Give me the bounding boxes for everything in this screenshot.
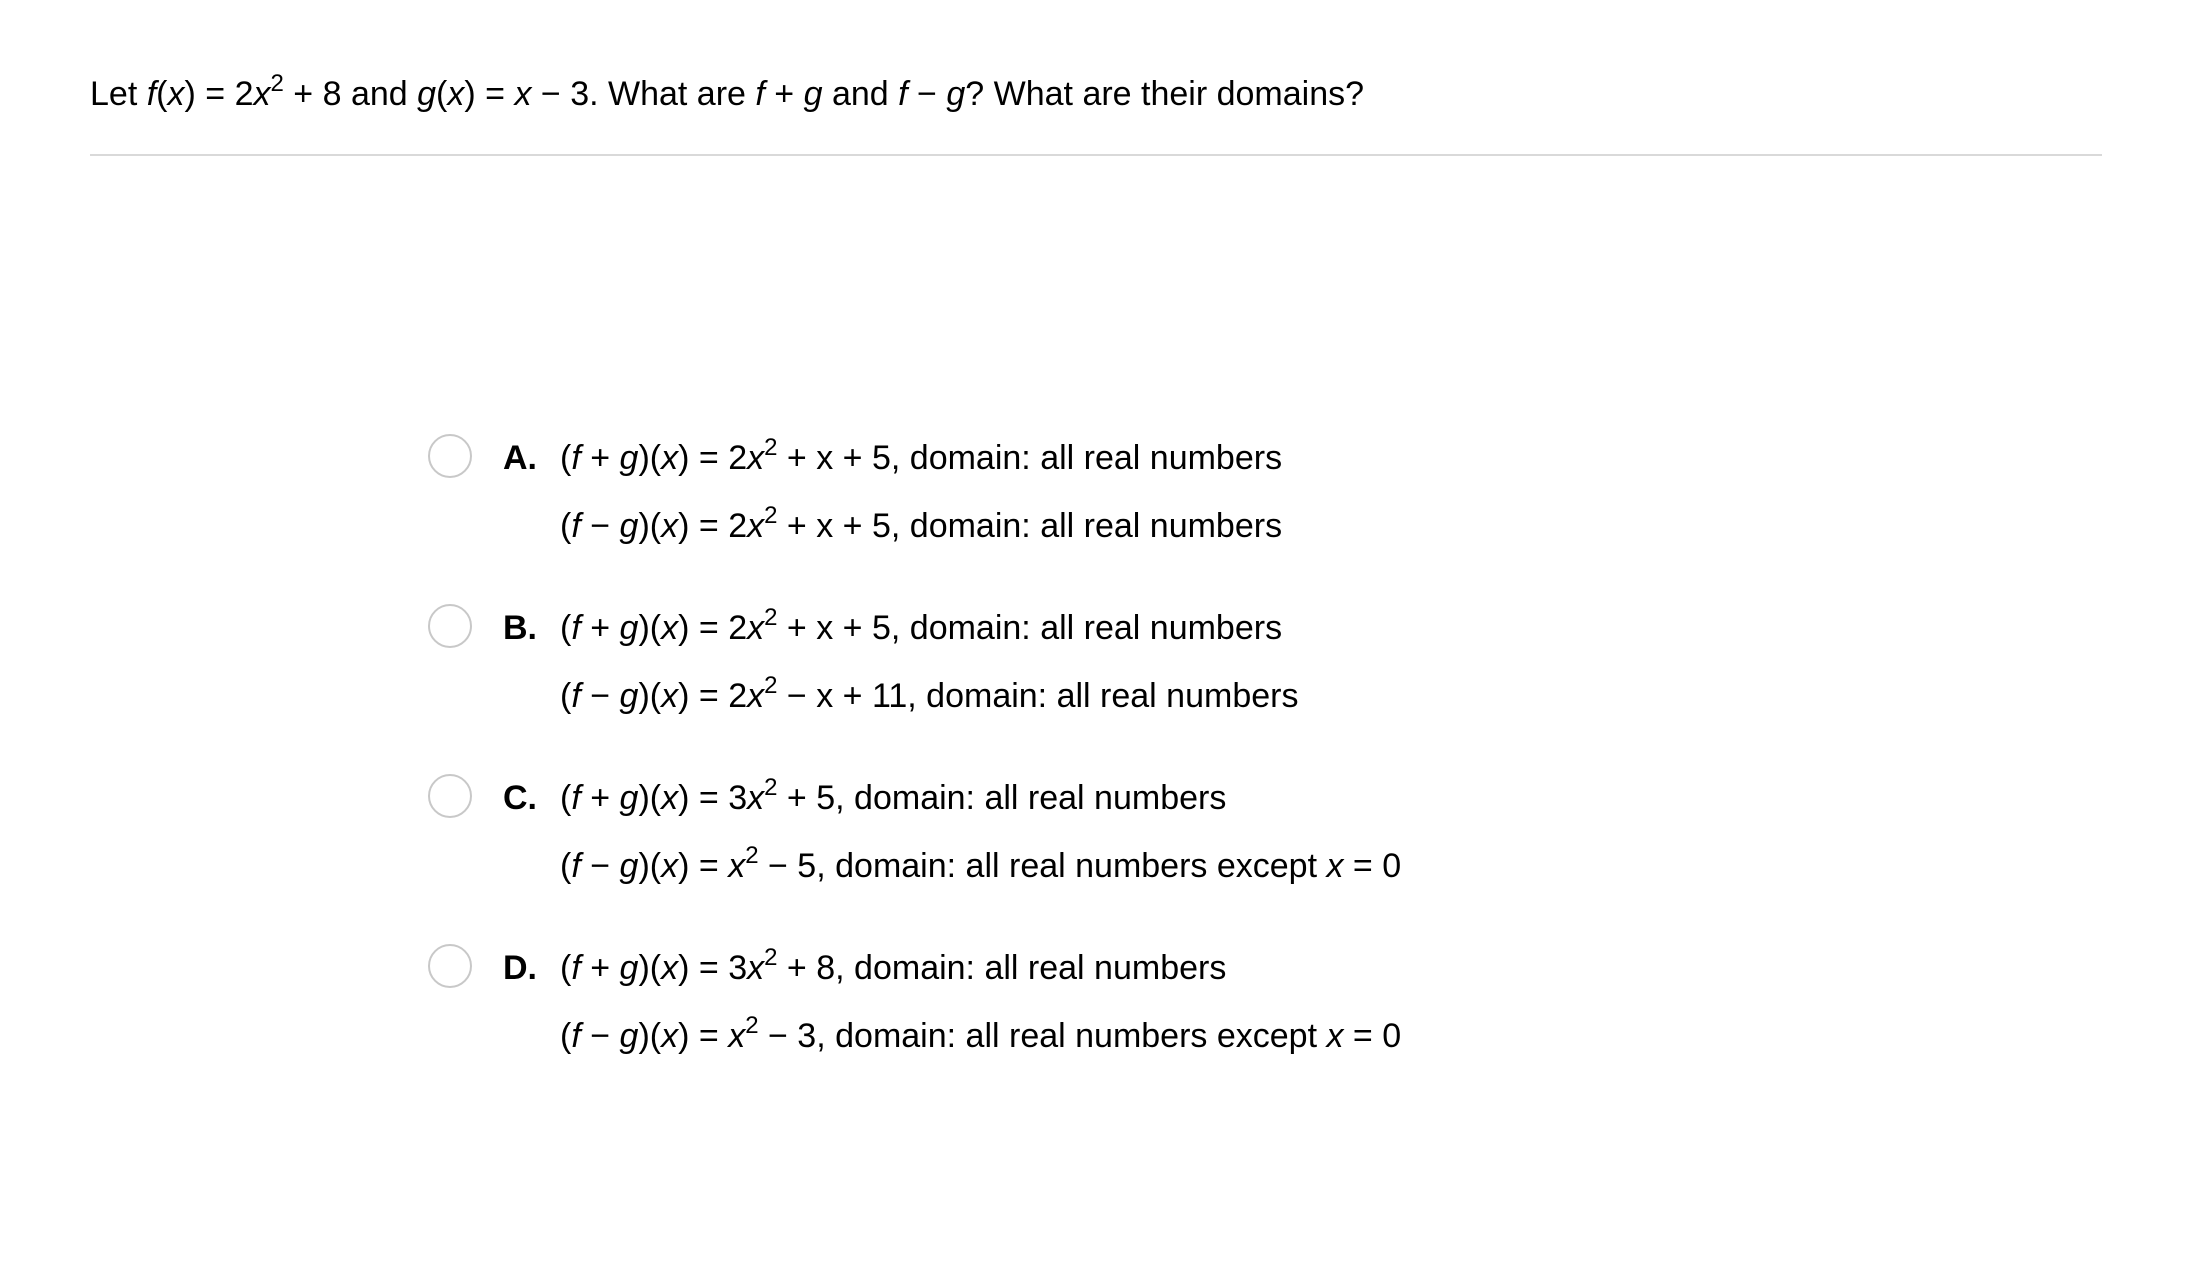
- except-val: = 0: [1343, 1017, 1402, 1055]
- coef: 2: [728, 609, 748, 647]
- option-a[interactable]: [428, 434, 1628, 584]
- poly-tail: + x + 5: [777, 439, 891, 477]
- var: x: [447, 75, 465, 113]
- domain-text: , domain: all real numbers: [890, 439, 1283, 477]
- op: −: [907, 75, 947, 113]
- radio-button-a[interactable]: [428, 434, 472, 478]
- question-suffix: ? What are their domains?: [965, 75, 1365, 113]
- option-d[interactable]: [428, 944, 1628, 1094]
- radio-button-d[interactable]: [428, 944, 472, 988]
- coef: 2: [728, 507, 748, 545]
- coef: 3: [728, 779, 748, 817]
- poly-tail: + x + 5: [777, 507, 891, 545]
- var: x: [514, 75, 532, 113]
- coef: 2: [728, 677, 748, 715]
- divider: [90, 154, 2102, 156]
- exponent: 2: [270, 70, 284, 97]
- domain-text: , domain: all real numbers except: [816, 847, 1327, 885]
- f-def: ) = 2: [184, 75, 254, 113]
- poly-tail: − x + 11: [777, 677, 908, 715]
- option-label: B.: [503, 609, 537, 647]
- conj: and: [822, 75, 899, 113]
- f-name: f: [898, 75, 908, 113]
- radio-button-b[interactable]: [428, 604, 472, 648]
- domain-text: , domain: all real numbers: [835, 949, 1227, 987]
- exponent: 2: [764, 434, 778, 461]
- difference-line: $(f - g)(x) = 2x^2 - x + 11$, domain: all real numbers: [560, 672, 1299, 715]
- g-rest: − 3. What are: [531, 75, 756, 113]
- except-val: = 0: [1343, 847, 1402, 885]
- option-label: A.: [503, 439, 537, 477]
- poly-tail: + 8: [777, 949, 836, 987]
- question-prefix: Let: [90, 75, 147, 113]
- question-text: [90, 70, 1364, 122]
- op: +: [590, 949, 611, 987]
- domain-text: , domain: all real numbers except: [816, 1017, 1327, 1055]
- domain-text: , domain: all real numbers: [835, 779, 1227, 817]
- coef: 3: [728, 949, 748, 987]
- domain-text: , domain: all real numbers: [890, 609, 1283, 647]
- g-name: g: [417, 75, 437, 113]
- option-label: D.: [503, 949, 537, 987]
- poly-tail: − 5: [758, 847, 817, 885]
- option-c[interactable]: [428, 774, 1628, 924]
- option-b[interactable]: [428, 604, 1628, 754]
- f-name: f: [146, 75, 157, 113]
- f-name: f: [755, 75, 765, 113]
- difference-line: $(f - g)(x) = 2x^2 + x + 5$, domain: all real numbers: [560, 502, 1283, 545]
- domain-text: , domain: all real numbers: [907, 677, 1299, 715]
- g-name: g: [803, 75, 823, 113]
- g-name: g: [946, 75, 966, 113]
- g-def: ) =: [464, 75, 515, 113]
- paren: (: [436, 75, 448, 113]
- exponent: 2: [764, 502, 778, 529]
- exponent: 2: [764, 604, 778, 631]
- op: +: [590, 609, 611, 647]
- coef: 2: [728, 439, 748, 477]
- exponent: 2: [745, 1012, 759, 1039]
- op: +: [590, 439, 611, 477]
- exponent: 2: [764, 774, 778, 801]
- exponent: 2: [745, 842, 759, 869]
- except-var: x: [1326, 1017, 1344, 1055]
- poly-tail: + 5: [777, 779, 836, 817]
- paren: (: [156, 75, 168, 113]
- radio-button-c[interactable]: [428, 774, 472, 818]
- except-var: x: [1326, 847, 1344, 885]
- difference-line: $(f - g)(x) = x^2 - 3$, domain: all real numbers except x = 0: [560, 1012, 1402, 1055]
- poly-tail: − 3: [758, 1017, 817, 1055]
- exponent: 2: [764, 672, 778, 699]
- op: +: [764, 75, 804, 113]
- f-rest: + 8 and: [283, 75, 418, 113]
- sum-line: $(f + g)(x) = 3x^2 + 5$, domain: all real numbers: [560, 774, 1227, 817]
- option-label: C.: [503, 779, 537, 817]
- domain-text: , domain: all real numbers: [890, 507, 1283, 545]
- op: −: [590, 677, 611, 715]
- sum-line: $(f + g)(x) = 2x^2 + x + 5$, domain: all real numbers: [560, 434, 1283, 477]
- op: −: [590, 847, 611, 885]
- op: −: [590, 507, 611, 545]
- difference-line: $(f - g)(x) = x^2 - 5$, domain: all real numbers except x = 0: [560, 842, 1402, 885]
- sum-line: $(f + g)(x) = 3x^2 + 8$, domain: all real numbers: [560, 944, 1227, 987]
- op: −: [590, 1017, 611, 1055]
- sum-line: $(f + g)(x) = 2x^2 + x + 5$, domain: all real numbers: [560, 604, 1283, 647]
- op: +: [590, 779, 611, 817]
- var: x: [167, 75, 185, 113]
- poly-tail: + x + 5: [777, 609, 891, 647]
- var: x: [253, 75, 271, 113]
- exponent: 2: [764, 944, 778, 971]
